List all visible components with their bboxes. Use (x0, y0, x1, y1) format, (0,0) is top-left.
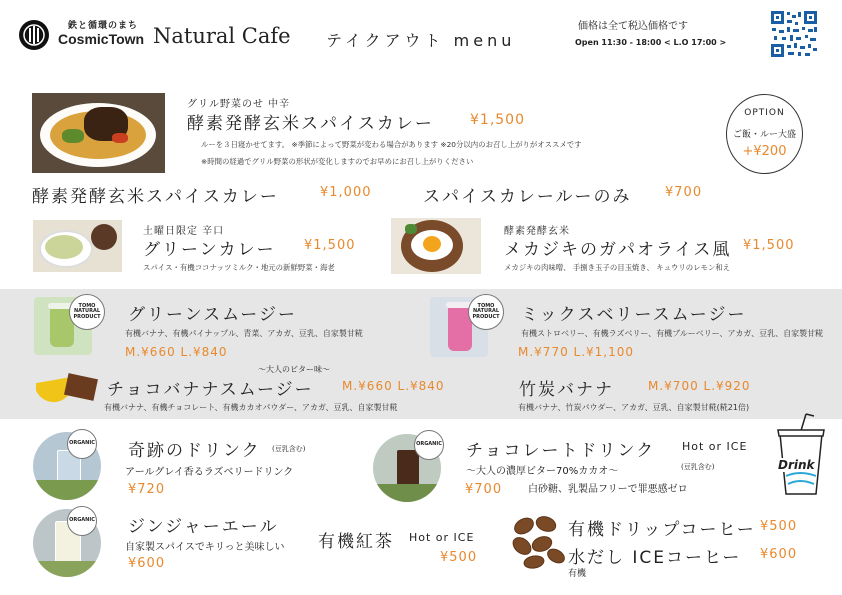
chocolate-drink-note: (豆乳含む) (681, 463, 715, 471)
gapao-subtitle: 酵素発酵玄米 (504, 226, 570, 237)
cold-brew-name: 水だし ICEコーヒー (568, 548, 742, 568)
menu-title: テイクアウト menu (326, 31, 516, 50)
chocolate-drink-price: ¥700 (465, 482, 503, 497)
green-curry-price: ¥1,500 (304, 238, 356, 253)
green-smoothie-desc: 有機バナナ、有機パイナップル、青菜、アカガ、豆乳、自家製甘糀 (125, 329, 363, 338)
green-curry-photo (33, 220, 122, 272)
cold-brew-price: ¥600 (760, 547, 798, 562)
cafe-name: Natural Cafe (153, 24, 291, 48)
spice-curry-photo (32, 93, 165, 173)
option-label: OPTION (744, 108, 785, 118)
drip-coffee-price: ¥500 (760, 519, 798, 534)
choco-banana-tag: ～大人のビター味～ (258, 365, 330, 374)
chocolate-drink-hot-ice: Hot or ICE (682, 440, 748, 453)
logo-big-text: CosmicTown (58, 31, 145, 47)
basic-curry-price: ¥1,000 (320, 185, 372, 200)
organic-tea-price: ¥500 (440, 550, 478, 565)
mixed-berry-smoothie-name: ミックスベリースムージー (521, 305, 747, 325)
miracle-drink-desc: アールグレイ香るラズベリードリンク (125, 467, 294, 478)
green-curry-subtitle: 土曜日限定 辛口 (143, 226, 225, 237)
option-price: +¥200 (742, 144, 787, 159)
miracle-drink-note: (豆乳含む) (272, 445, 306, 453)
green-smoothie-badge: TOMO NATURAL PRODUCT (69, 294, 105, 330)
choco-banana-photo (36, 372, 98, 408)
mixed-berry-badge: TOMO NATURAL PRODUCT (468, 294, 504, 330)
mixed-berry-smoothie-price: M.¥770 L.¥1,100 (518, 345, 635, 359)
ginger-ale-desc: 自家製スパイスでキリっと美味しい (125, 542, 285, 553)
ginger-ale-price: ¥600 (128, 556, 166, 571)
green-curry-name: グリーンカレー (143, 240, 276, 260)
ginger-organic-badge: ORGANIC (67, 506, 97, 536)
drink-cup-icon (770, 412, 832, 498)
feature-curry-name: 酵素発酵玄米スパイスカレー (187, 114, 434, 134)
qr-code-icon[interactable] (770, 10, 818, 58)
organic-tea-hot-ice: Hot or ICE (409, 531, 475, 544)
feature-curry-desc-1: ルーを３日寝かせてます。 ※季節によって野菜が変わる場合があります ※20分以内のお召し上がりがオススメです (201, 140, 582, 149)
logo (18, 18, 148, 54)
gapao-desc: メカジキの肉味噌、 手捌き玉子の目玉焼き、 キュウリのレモン和え (504, 263, 731, 272)
feature-curry-subtitle: グリル野菜のせ 中辛 (187, 99, 291, 110)
organic-tea-name: 有機紅茶 (318, 532, 394, 552)
feature-curry-desc-2: ※時間の経過でグリル野菜の形状が変化しますのでお早めにお召し上がりください (201, 157, 474, 166)
charcoal-banana-desc: 有機バナナ、竹炭パウダー、アカガ、豆乳、自家製甘糀(糀21倍) (518, 403, 750, 412)
option-badge (726, 94, 803, 174)
chocolate-drink-desc-2: 白砂糖、乳製品フリーで罪悪感ゼロ (528, 484, 688, 495)
opening-hours: Open 11:30 - 18:00 < L.O 17:00 > (575, 38, 727, 47)
logo-emblem-icon (18, 19, 50, 51)
feature-curry-price: ¥1,500 (470, 112, 525, 128)
choco-banana-price: M.¥660 L.¥840 (342, 379, 445, 393)
roux-only-price: ¥700 (665, 185, 703, 200)
drip-coffee-name: 有機ドリップコーヒー (568, 520, 756, 540)
gapao-price: ¥1,500 (743, 238, 795, 253)
chocolate-drink-desc: ～大人の濃厚ビター70%カカオ～ (466, 466, 619, 477)
roux-only-name: スパイスカレールーのみ (423, 187, 632, 207)
drink-label: Drink (778, 458, 815, 472)
ginger-ale-name: ジンジャーエール (128, 517, 279, 537)
logo-small-text: 鉄と循環のまち (68, 21, 139, 31)
miracle-organic-badge: ORGANIC (67, 429, 97, 459)
green-curry-desc: スパイス・有機ココナッツミルク・地元の新鮮野菜・海老 (143, 263, 335, 272)
gapao-name: メカジキのガパオライス風 (504, 240, 732, 260)
green-smoothie-price: M.¥660 L.¥840 (125, 345, 228, 359)
miracle-drink-name: 奇跡のドリンク (128, 441, 261, 461)
mixed-berry-smoothie-desc: 有機ストロベリー、有機ラズベリー、有機ブルーベリー、アカガ、豆乳、自家製甘糀 (521, 329, 824, 338)
chocolate-drink-name: チョコレートドリンク (466, 441, 656, 461)
miracle-drink-price: ¥720 (128, 482, 166, 497)
choco-banana-name: チョコバナナスムージー (107, 380, 314, 400)
option-text: ご飯・ルー大盛 (732, 130, 796, 140)
gapao-rice-photo (391, 218, 481, 274)
chocolate-organic-badge: ORGANIC (414, 430, 444, 460)
coffee-beans-icon (510, 514, 568, 570)
tax-note: 価格は全て税込価格です (578, 21, 688, 32)
charcoal-banana-price: M.¥700 L.¥920 (648, 379, 751, 393)
choco-banana-desc: 有機バナナ、有機チョコレート、有機カカオパウダー、アカガ、豆乳、自家製甘糀 (104, 403, 398, 412)
green-smoothie-name: グリーンスムージー (128, 305, 297, 325)
cold-brew-note: 有機 (568, 569, 587, 579)
charcoal-banana-name: 竹炭バナナ (519, 380, 614, 400)
basic-curry-name: 酵素発酵玄米スパイスカレー (32, 187, 279, 207)
